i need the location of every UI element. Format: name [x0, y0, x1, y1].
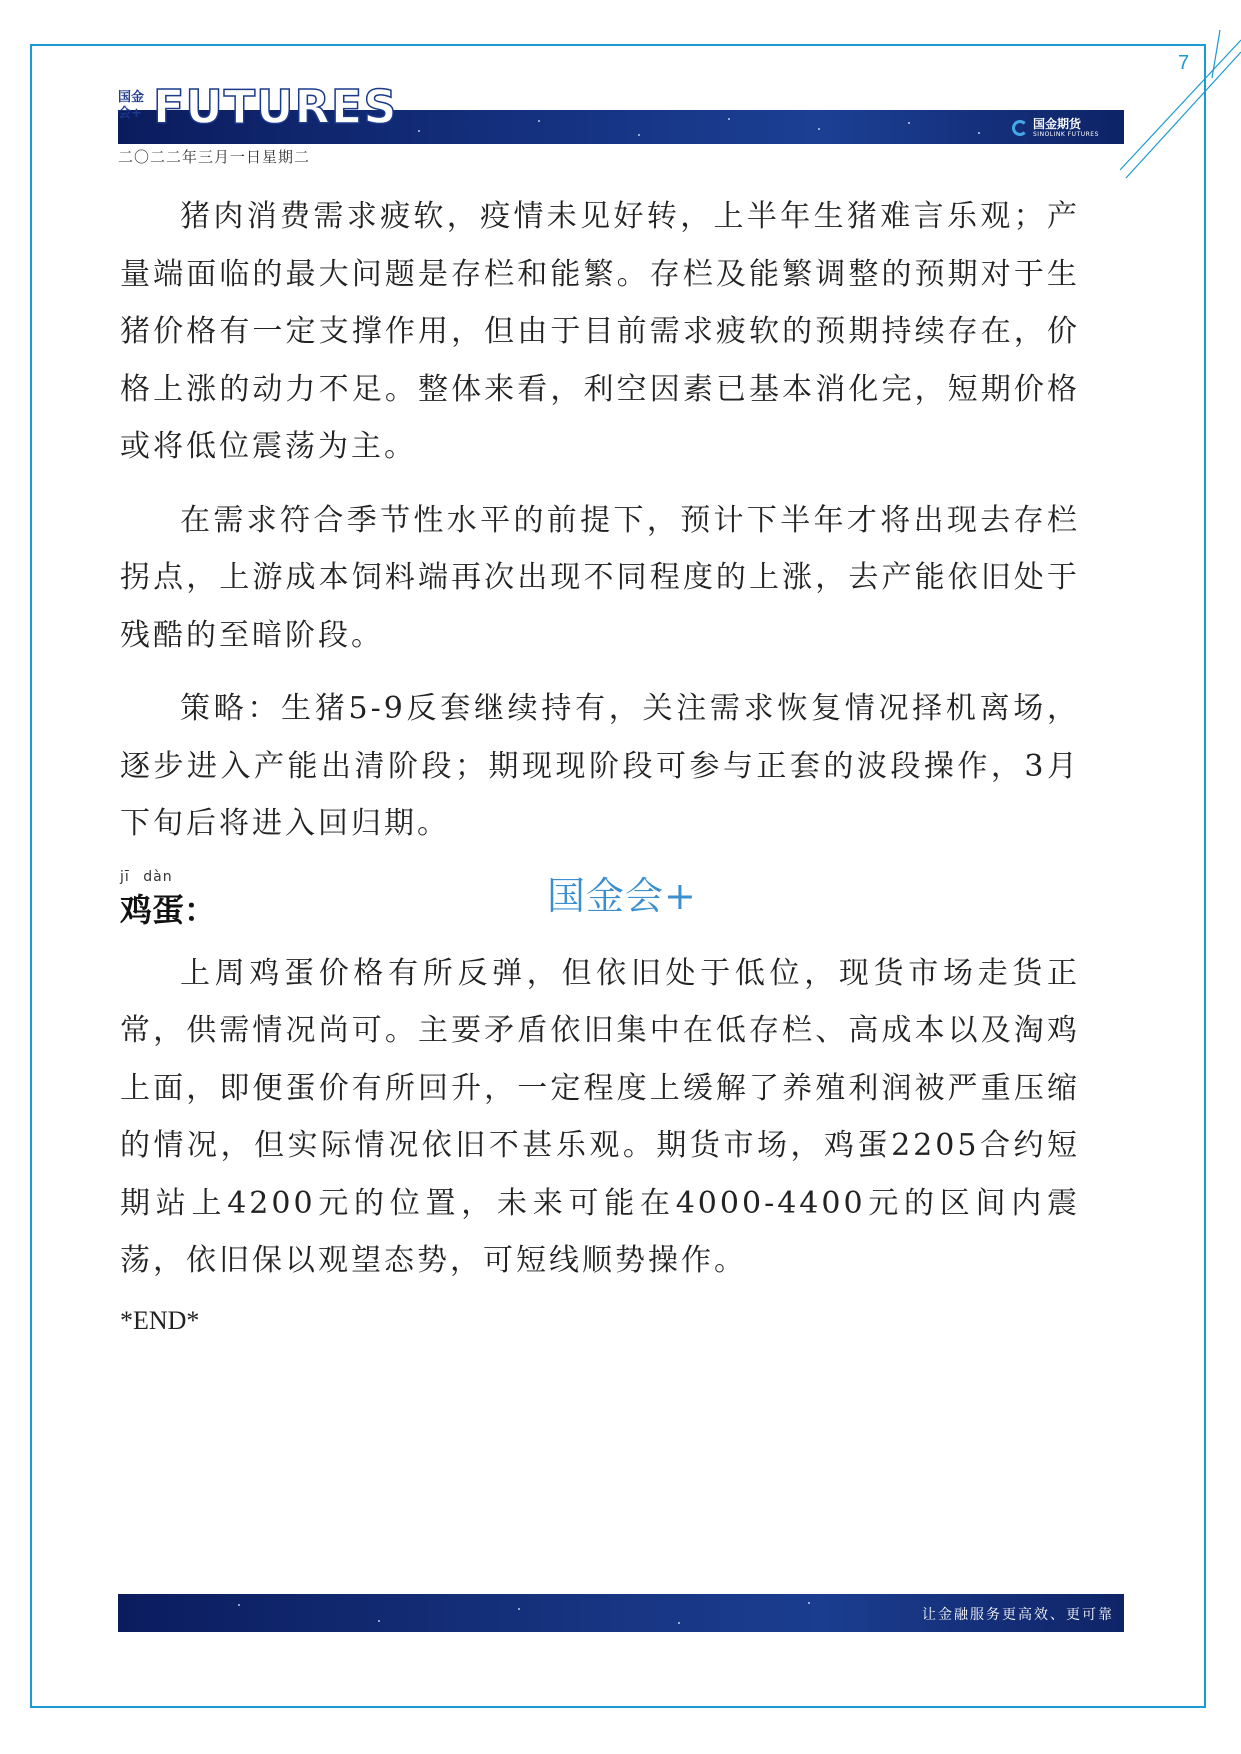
egg-section-heading [120, 869, 1080, 945]
sinolink-logo-icon [1012, 120, 1028, 136]
banner-star-decoration [818, 128, 820, 130]
logo-chinese-name: 国金期货 [1033, 117, 1082, 131]
logo-english-name: SINOLINK FUTURES [1033, 131, 1099, 138]
banner-star-decoration [538, 120, 540, 122]
main-content [120, 188, 1080, 1336]
egg-pinyin: jī dàn [120, 868, 173, 885]
banner-star-decoration [808, 1602, 810, 1604]
banner-star-decoration [638, 134, 640, 136]
egg-section-title: 鸡蛋： [120, 890, 217, 929]
egg-paragraph: 上周鸡蛋价格有所反弹，但依旧处于低位，现货市场走货正常，供需情况尚可。主要矛盾依旧集中在低存栏、高成本以及淘鸡上面，即便蛋价有所回升，一定程度上缓解了养殖利润被严重压缩的情况，但实际情况依旧不甚乐观。期货市场，鸡蛋2205合约短期站上4200元的位置，未来可能在4000-4400元的区间内震荡，依旧保以观望态势，可短线顺势操作。 [120, 955, 1080, 1278]
banner-star-decoration [378, 1620, 380, 1622]
banner-star-decoration [978, 132, 980, 134]
body-paragraph: 猪肉消费需求疲软，疫情未见好转，上半年生猪难言乐观；产量端面临的最大问题是存栏和能繁。存栏及能繁调整的预期对于生猪价格有一定支撑作用，但由于目前需求疲软的预期持续存在，价格上涨的动力不足。整体来看，利空因素已基本消化完，短期价格或将低位震荡为主。 [120, 199, 1080, 464]
sinolink-logo [1012, 114, 1122, 142]
body-paragraph: 在需求符合季节性水平的前提下，预计下半年才将出现去存栏拐点，上游成本饲料端再次出现不同程度的上涨，去产能依旧处于残酷的至暗阶段。 [120, 502, 1080, 653]
banner-star-decoration [238, 1604, 240, 1606]
body-paragraph: 策略：生猪5-9反套继续持有，关注需求恢复情况择机离场，逐步进入产能出清阶段；期现现阶段可参与正套的波段操作，3月下旬后将进入回归期。 [120, 691, 1080, 841]
banner-star-decoration [728, 118, 730, 120]
end-mark: *END* [120, 1305, 200, 1335]
banner-star-decoration [418, 130, 420, 132]
report-date: 二〇二二年三月一日星期二 [118, 148, 311, 166]
banner-star-decoration [908, 122, 910, 124]
guojin-watermark: 国金会+ [547, 873, 697, 918]
banner-star-decoration [518, 1608, 520, 1610]
brand-small-label: 国金会+ [118, 90, 145, 121]
brand-futures-logo: FUTURES [153, 80, 398, 134]
page-number: 7 [1178, 52, 1190, 74]
footer-banner [118, 1594, 1124, 1632]
footer-slogan: 让金融服务更高效、更可靠 [922, 1607, 1114, 1623]
banner-star-decoration [678, 1622, 680, 1624]
